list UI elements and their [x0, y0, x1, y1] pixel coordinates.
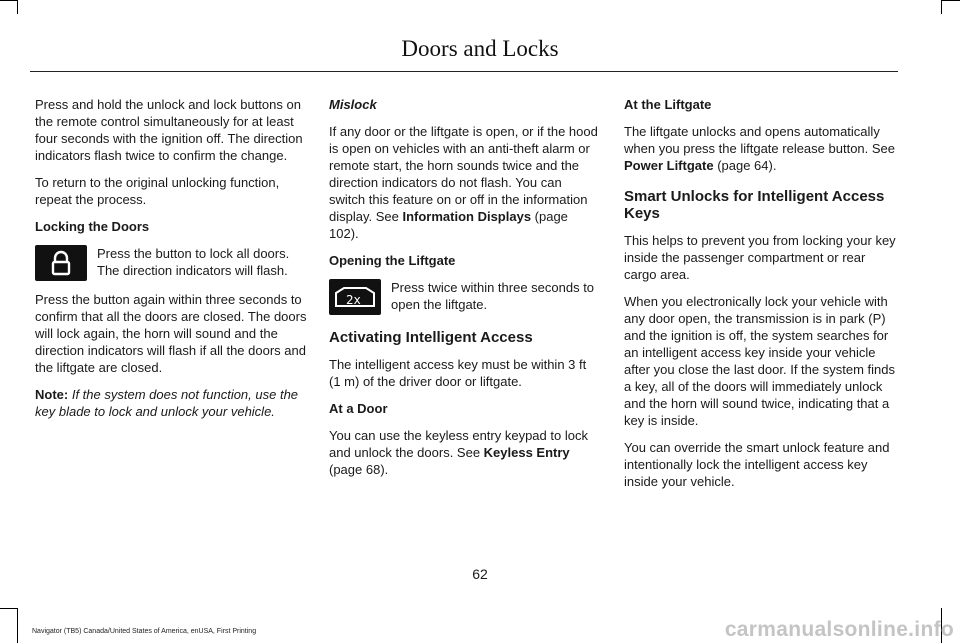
paragraph: Press and hold the unlock and lock buttons on the remote control simultaneously for at least four seconds with the ignition off. The direction indicators flash twice to confirm the change.: [35, 97, 303, 163]
lock-icon: [35, 245, 87, 281]
liftgate-instruction-text: Press twice within three seconds to open the liftgate.: [391, 280, 595, 312]
paragraph: [329, 427, 601, 478]
crop-mark: [941, 0, 960, 1]
paragraph-text: You can use the keyless entry keypad to lock and unlock the doors. See: [329, 428, 588, 460]
section-heading: Smart Unlocks for Intelligent Access Keys: [624, 188, 885, 222]
section-heading: Mislock: [329, 97, 377, 112]
paragraph: [329, 123, 601, 242]
page-ref: (page 64).: [713, 158, 777, 173]
section-heading: Activating Intelligent Access: [329, 329, 533, 346]
crop-mark: [0, 608, 18, 609]
crop-mark: [941, 0, 942, 14]
crop-mark: [17, 608, 18, 643]
liftgate-icon: [329, 279, 381, 315]
page-ref: (page 68).: [329, 462, 389, 477]
column-1: [35, 96, 307, 430]
footer-text: Navigator (TB5) Canada/United States of America, enUSA, First Printing: [32, 628, 257, 635]
lock-instruction: [35, 245, 307, 281]
paragraph: The intelligent access key must be within 3 ft (1 m) of the driver door or liftgate.: [329, 357, 587, 389]
xref-link[interactable]: Keyless Entry: [483, 445, 570, 460]
section-heading: Locking the Doors: [35, 219, 150, 234]
xref-link[interactable]: Information Displays: [402, 209, 532, 224]
paragraph: Press the button again within three seconds to confirm that all the doors are closed. The doors will lock again, the horn will sound and the direction indicators will flash if all the doors and the liftgate are closed.: [35, 292, 307, 375]
paragraph: To return to the original unlocking function, repeat the process.: [35, 175, 280, 207]
section-heading: At a Door: [329, 401, 388, 416]
paragraph: You can override the smart unlock feature and intentionally lock the intelligent access key inside your vehicle.: [624, 440, 890, 489]
paragraph: This helps to prevent you from locking your key inside the passenger compartment or rear cargo area.: [624, 233, 896, 282]
liftgate-instruction: [329, 279, 601, 315]
paragraph-text: If any door or the liftgate is open, or if the hood is open on vehicles with an anti-theft alarm or remote start, the horn sounds twice and the direction indicators do not flash. You can switch this feature on or off in the information display. See: [329, 124, 598, 224]
liftgate-icon-label: 2x: [346, 293, 361, 307]
column-2: [329, 96, 601, 488]
note-text: If the system does not function, use the key blade to lock and unlock your vehicle.: [35, 387, 299, 419]
paragraph: When you electronically lock your vehicle with any door open, the transmission is in park (P) and the ignition is off, the system searches for an intelligent access key inside your vehicle after you close the last door. If the system finds a key, all of the doors will immediately unlock and the horn will sound twice, indicating that a key is inside.: [624, 294, 895, 428]
page-ref: (page 102).: [329, 209, 568, 241]
paragraph-text: The liftgate unlocks and opens automatically when you press the liftgate release button. See: [624, 124, 896, 156]
page-title: Doors and Locks: [401, 36, 559, 61]
header-divider: [30, 71, 898, 72]
lock-instruction-text: Press the button to lock all doors. The direction indicators will flash.: [97, 246, 290, 278]
crop-mark: [0, 0, 18, 1]
note: [35, 386, 307, 420]
section-heading: At the Liftgate: [624, 97, 712, 112]
column-3: [624, 96, 896, 500]
note-label: Note:: [35, 387, 69, 402]
section-heading: Opening the Liftgate: [329, 253, 456, 268]
xref-link[interactable]: Power Liftgate: [624, 158, 714, 173]
crop-mark: [17, 0, 18, 14]
paragraph: [624, 123, 896, 174]
watermark: carmanualsonline.info: [724, 618, 954, 641]
page-number: 62: [472, 566, 488, 582]
